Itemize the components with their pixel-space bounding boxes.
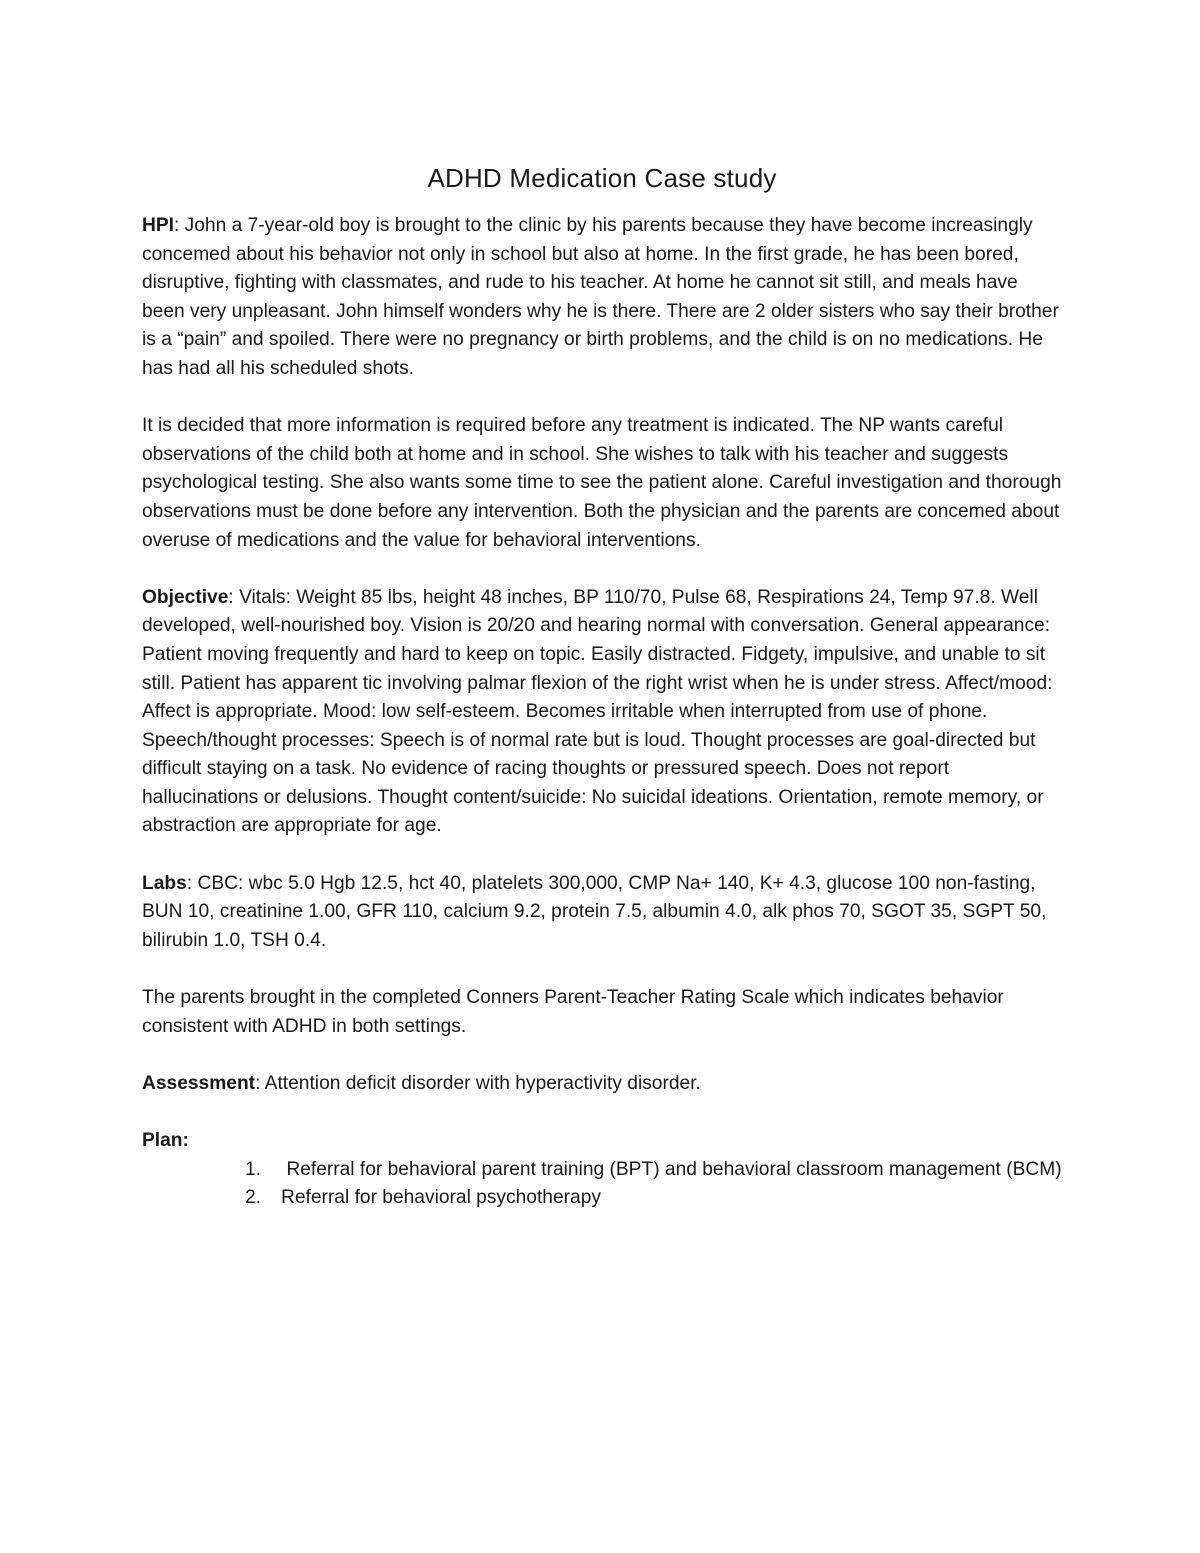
assessment-label: Assessment — [142, 1072, 256, 1094]
plan-item-number: 2. — [245, 1187, 262, 1209]
labs-paragraph — [142, 870, 1062, 956]
objective-separator: : — [228, 586, 240, 608]
plan-label: Plan — [142, 1130, 183, 1151]
labs-separator: : — [186, 872, 198, 894]
plan-list — [142, 1156, 1062, 1213]
paragraph-gap — [142, 955, 1062, 984]
objective-label: Objective — [142, 586, 229, 608]
assessment-text: Attention deficit disorder with hyperactivity disorder. — [264, 1072, 701, 1094]
labs-label: Labs — [142, 872, 187, 894]
plan-item — [245, 1184, 1062, 1213]
paragraph-gap — [142, 841, 1062, 870]
paragraph-gap — [142, 555, 1062, 584]
hpi-label: HPI — [142, 215, 174, 236]
followup-paragraph: It is decided that more information is required before any treatment is indicated. The NP wants careful observations of the child both at home and in school. She wishes to talk with his teacher and suggests psychological testing. She also wants some time to see the patient alone. Careful investigation and thorough observations must be done before any intervention. Both the physician and the parents are concemed about overuse of medications and the value for behavioral interventions. — [142, 415, 1062, 551]
assessment-paragraph — [142, 1070, 1062, 1099]
plan-item — [245, 1156, 1062, 1185]
paragraph-gap — [142, 384, 1062, 413]
objective-text: Vitals: Weight 85 lbs, height 48 inches, BP 110/70, Pulse 68, Respirations 24, Temp 97.8. Well developed, well-nourished boy. Vision is 20/20 and hearing normal with conversation. General appearance: Patient moving frequently and hard to keep on topic. Easily distracted. Fidgety, impulsive, and unable to sit still. Patient has apparent tic involving palmar flexion of the right wrist when he is under stress. Affect/mood: Affect is appropriate. Mood: low self-esteem. Becomes irritable when interrupted from use of phone. Speech/thought processes: Speech is of normal rate but is loud. Thought processes are goal-directed but difficult staying on a task. No evidence of racing thoughts or pressured speech. Does not report hallucinations or delusions. Thought content/suicide: No suicidal ideations. Orientation, remote memory, or abstraction are appropriate for age. — [142, 586, 1053, 837]
plan-separator: : — [182, 1130, 189, 1151]
document-title: ADHD Medication Case study — [427, 163, 777, 193]
plan-heading — [142, 1127, 1062, 1156]
hpi-text: John a 7-year-old boy is brought to the clinic by his parents because they have become increasingly concemed about his behavior not only in school but also at home. In the first grade, he has been bored, disruptive, fighting with classmates, and rude to his teacher. At home he cannot sit still, and meals have been very unpleasant. John himself wonders why he is there. There are 2 older sisters who say their brother is a “pain” and spoiled. There were no pregnancy or birth problems, and the child is on no medications. He has had all his scheduled shots. — [142, 215, 1059, 379]
document-page — [142, 158, 1062, 1213]
conners-paragraph: The parents brought in the completed Conners Parent-Teacher Rating Scale which indicates behavior consistent with ADHD in both settings. — [142, 987, 1004, 1037]
assessment-separator: : — [255, 1072, 265, 1094]
labs-text: CBC: wbc 5.0 Hgb 12.5, hct 40, platelets 300,000, CMP Na+ 140, K+ 4.3, glucose 100 non-fasting, BUN 10, creatinine 1.00, GFR 110, calcium 9.2, protein 7.5, albumin 4.0, alk phos 70, SGOT 35, SGPT 50, bilirubin 1.0, TSH 0.4. — [142, 872, 1047, 951]
plan-item-text: Referral for behavioral parent training (BPT) and behavioral classroom management (BCM) — [281, 1158, 1062, 1180]
paragraph-gap — [142, 1098, 1062, 1127]
plan-item-number: 1. — [245, 1158, 262, 1180]
paragraph-gap — [142, 1041, 1062, 1070]
objective-paragraph — [142, 584, 1062, 841]
hpi-separator: : — [174, 215, 185, 236]
plan-item-text: Referral for behavioral psychotherapy — [281, 1187, 601, 1209]
hpi-paragraph — [142, 212, 1062, 384]
